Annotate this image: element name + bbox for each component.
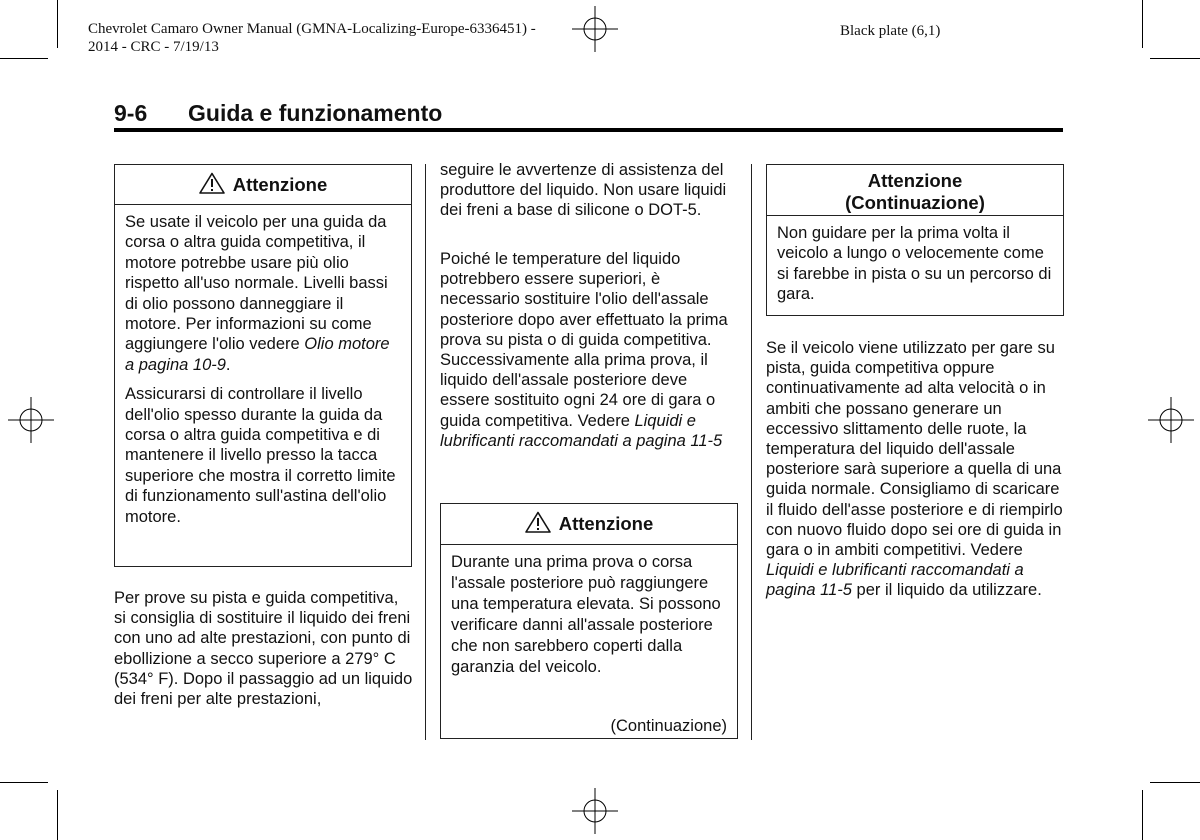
warning-box: [766, 164, 1064, 316]
print-header: [88, 20, 536, 56]
warning-paragraph: Se usate il veicolo per una guida da corsa o altra guida competitiva, il motore potrebbe usare più olio rispetto all'uso normale. Livelli bassi di olio possono danneggiare il motore. Per informazioni su come aggiungere l'olio vedere Olio motore a pagina 10-9.: [125, 213, 390, 374]
cross-reference: Liquidi e lubrificanti raccomandati a pagina 11-5: [766, 561, 1024, 600]
warning-box-body: [441, 545, 737, 678]
registration-mark-icon: [572, 788, 618, 834]
warning-title: Attenzione: [232, 174, 328, 195]
warning-box-header: [441, 504, 737, 545]
section-heading: [114, 100, 442, 127]
heading-rule: [114, 128, 1063, 132]
section-title: Guida e funzionamento: [188, 100, 443, 126]
warning-box-header: [767, 165, 1063, 216]
warning-box: [114, 164, 412, 567]
warning-paragraph: Durante una prima prova o corsa l'assale posteriore può raggiungere una temperatura elevata. Si possono verificare danni all'assale posteriore che non sarebbero coperti dalla garanzia del veicolo.: [451, 553, 721, 676]
warning-triangle-icon: [199, 172, 225, 194]
print-header-line2: 2014 - CRC - 7/19/13: [88, 39, 219, 55]
print-header-line1: Chevrolet Camaro Owner Manual (GMNA-Localizing-Europe-6336451) -: [88, 21, 536, 37]
warning-box: [440, 503, 738, 739]
registration-mark-icon: [8, 397, 54, 443]
continued-label: (Continuazione): [610, 717, 727, 735]
cross-reference: Olio motore a pagina 10-9: [125, 335, 390, 374]
warning-box-body: [767, 216, 1063, 305]
warning-box-body: [115, 205, 411, 527]
warning-title: Attenzione: [867, 170, 963, 191]
section-number: 9-6: [114, 100, 148, 126]
cross-reference: Liquidi e lubrificanti raccomandati a pagina 11-5: [440, 411, 723, 450]
body-paragraph: Per prove su pista e guida competitiva, si consiglia di sostituire il liquido dei freni con uno ad alte prestazioni, con punto di ebollizione a secco superiore a 279° C (534° F). Dopo il passaggio ad un liquido dei freni per alte prestazioni,: [114, 589, 413, 709]
warning-paragraph: Non guidare per la prima volta il veicolo a lungo o velocemente come si farebbe in pista o su un percorso di gara.: [777, 224, 1052, 304]
column-divider: [425, 164, 426, 740]
column-divider: [751, 164, 752, 740]
warning-box-header: [115, 165, 411, 205]
body-paragraph: Se il veicolo viene utilizzato per gare su pista, guida competitiva oppure continuativamente ad alta velocità o in ambiti che possano generare un eccessivo slittamento delle ruote, la temperatura del liquido dell'assale posteriore sarà superiore a quella di una guida normale. Consigliamo di scaricare il fluido dell'asse posteriore e di riempirlo con nuovo fluido dopo sei ore di guida in gara o in ambiti competitivi. Vedere Liquidi e lubrificanti raccomandati a pagina 11-5 per il liquido da utilizzare.: [766, 339, 1063, 600]
warning-continued-title: (Continuazione): [845, 192, 985, 213]
body-paragraph: seguire le avvertenze di assistenza del produttore del liquido. Non usare liquidi dei freni a base di silicone o DOT-5.: [440, 161, 727, 220]
warning-triangle-icon: [525, 511, 551, 533]
body-paragraph: Poiché le temperature del liquido potrebbero essere superiori, è necessario sostituire l'olio dell'assale posteriore dopo aver effettuato la prima prova su pista o di guida competitiva. Successivamente alla prima prova, il liquido dell'assale posteriore deve essere sostituito ogni 24 ore di gara o guida competitiva. Vedere Liquidi e lubrificanti raccomandati a pagina 11-5: [440, 250, 728, 450]
warning-paragraph: Assicurarsi di controllare il livello dell'olio spesso durante la guida da corsa o altra guida competitiva e di mantenere il livello presso la tacca superiore che mostra il corretto limite di funzionamento sull'astina dell'olio motore.: [125, 385, 396, 526]
registration-mark-icon: [572, 6, 618, 52]
warning-title: Attenzione: [558, 513, 654, 534]
plate-label: Black plate (6,1): [840, 23, 941, 39]
registration-mark-icon: [1148, 397, 1194, 443]
